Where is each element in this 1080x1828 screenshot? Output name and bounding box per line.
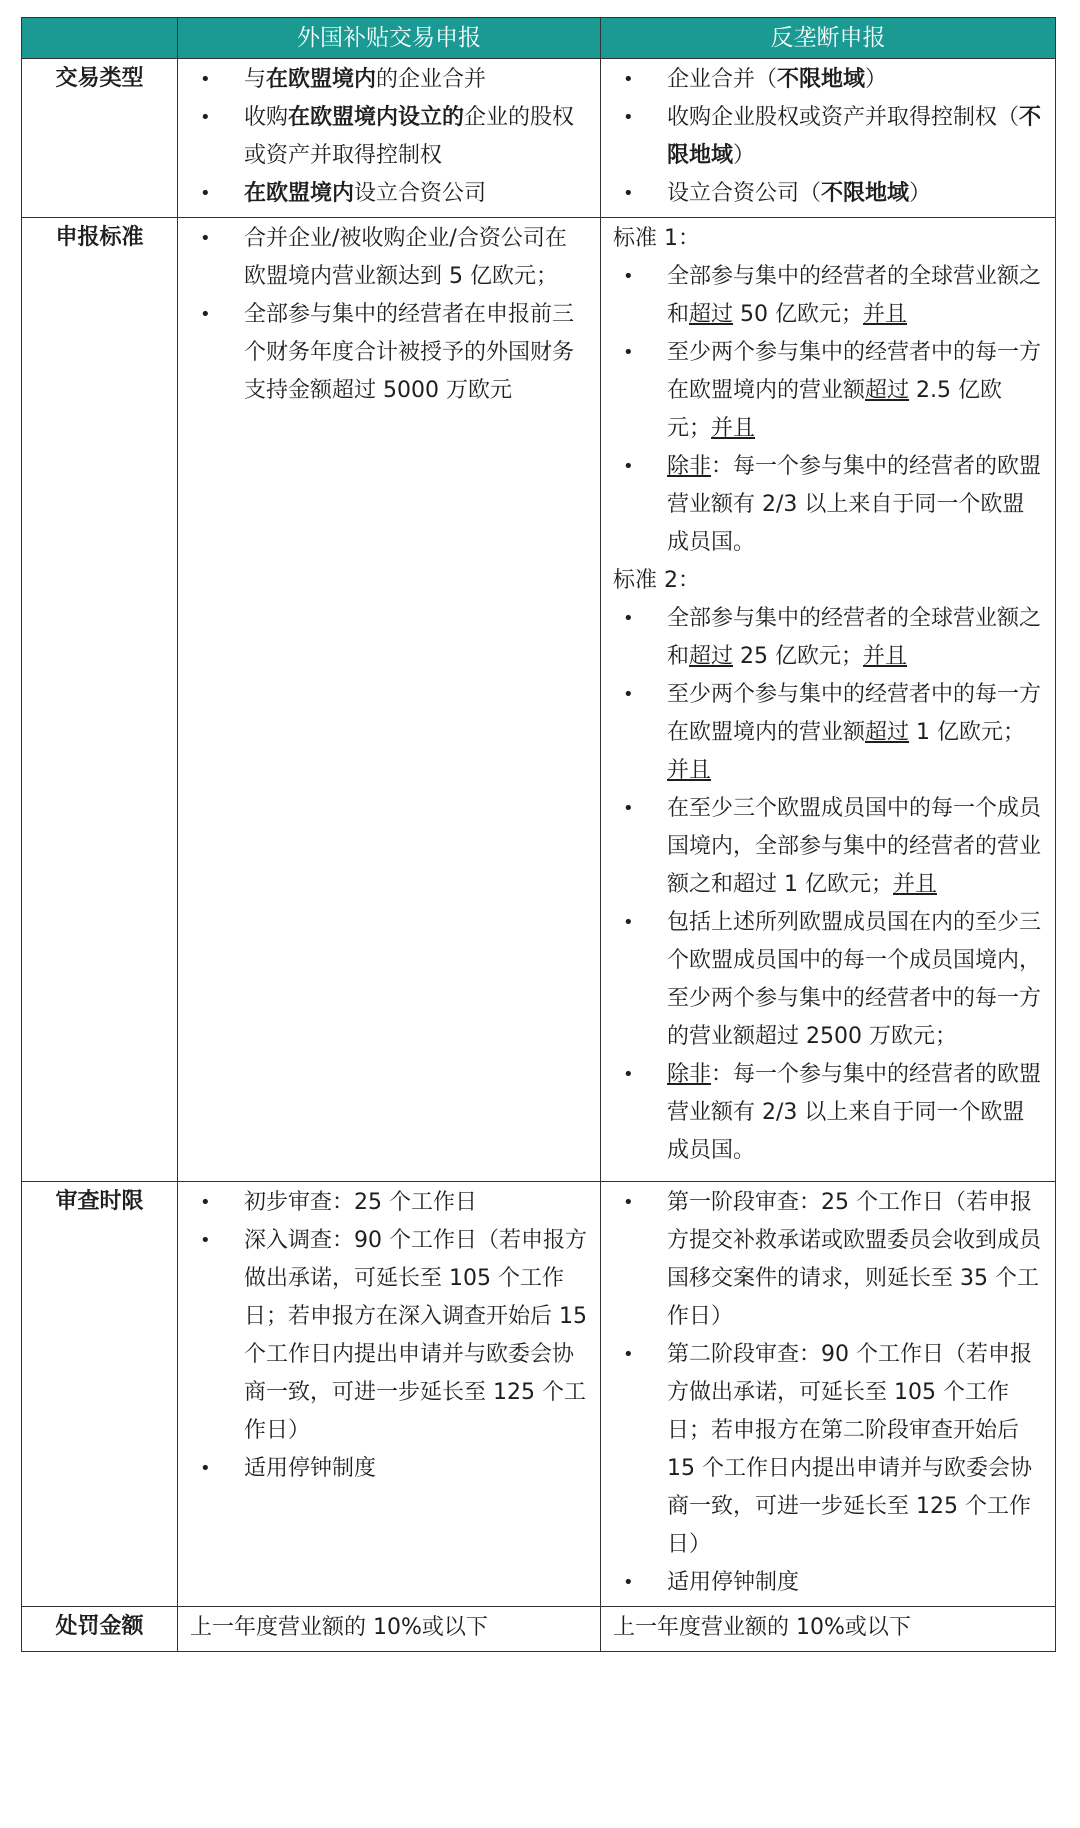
list-item: • 至少两个参与集中的经营者中的每一方在欧盟境内的营业额超过 2.5 亿欧元；并且 xyxy=(613,334,1043,448)
cell-types-fsr xyxy=(178,59,601,218)
list-item: • 除非：每一个参与集中的经营者的欧盟营业额有 2/3 以上来自于同一个欧盟成员国。 xyxy=(613,448,1043,562)
list-item: • 全部参与集中的经营者的全球营业额之和超过 25 亿欧元；并且 xyxy=(613,600,1043,676)
list-item: • 适用停钟制度 xyxy=(190,1450,588,1488)
list-item: • 企业合并（不限地域） xyxy=(613,61,1043,99)
list-item: • 第一阶段审查：25 个工作日（若申报方提交补救承诺或欧盟委员会收到成员国移交案件的请求，则延长至 35 个工作日） xyxy=(613,1184,1043,1336)
row-penalty xyxy=(22,1607,1056,1652)
list-item: • 全部参与集中的经营者的全球营业额之和超过 50 亿欧元；并且 xyxy=(613,258,1043,334)
row-label-timeline: 审查时限 xyxy=(22,1182,178,1607)
cell-timeline-fsr xyxy=(178,1182,601,1607)
criteria-standard-2-title: 标准 2： xyxy=(613,568,700,593)
criteria-standard-1-title: 标准 1： xyxy=(613,226,700,251)
cell-penalty-fsr: 上一年度营业额的 10%或以下 xyxy=(178,1607,601,1652)
list-item: • 初步审查：25 个工作日 xyxy=(190,1184,588,1222)
header-fsr: 外国补贴交易申报 xyxy=(178,18,601,59)
cell-types-antitrust xyxy=(601,59,1056,218)
comparison-table xyxy=(21,17,1056,1652)
list-item: • 与在欧盟境内的企业合并 xyxy=(190,61,588,99)
list-item: • 包括上述所列欧盟成员国在内的至少三个欧盟成员国中的每一个成员国境内，至少两个参与集中的经营者中的每一方的营业额超过 2500 万欧元； xyxy=(613,904,1043,1056)
list-item: • 设立合资公司（不限地域） xyxy=(613,175,1043,213)
header-row xyxy=(22,18,1056,59)
list-item: • 收购企业股权或资产并取得控制权（不限地域） xyxy=(613,99,1043,175)
list-item: • 深入调查：90 个工作日（若申报方做出承诺，可延长至 105 个工作日；若申报方在深入调查开始后 15 个工作日内提出申请并与欧委会协商一致，可进一步延长至 125 个工作日） xyxy=(190,1222,588,1450)
header-corner xyxy=(22,18,178,59)
list-item: • 适用停钟制度 xyxy=(613,1564,1043,1602)
row-transaction-types xyxy=(22,59,1056,218)
list-item: • 全部参与集中的经营者在申报前三个财务年度合计被授予的外国财务支持金额超过 5000 万欧元 xyxy=(190,296,588,410)
list-item: • 除非：每一个参与集中的经营者的欧盟营业额有 2/3 以上来自于同一个欧盟成员国。 xyxy=(613,1056,1043,1170)
row-filing-criteria xyxy=(22,218,1056,1182)
cell-penalty-antitrust: 上一年度营业额的 10%或以下 xyxy=(601,1607,1056,1652)
row-label-types: 交易类型 xyxy=(22,59,178,218)
list-item: • 在欧盟境内设立合资公司 xyxy=(190,175,588,213)
row-label-penalty: 处罚金额 xyxy=(22,1607,178,1652)
cell-criteria-fsr xyxy=(178,218,601,1182)
list-item: • 在至少三个欧盟成员国中的每一个成员国境内，全部参与集中的经营者的营业额之和超过 1 亿欧元；并且 xyxy=(613,790,1043,904)
list-item: • 合并企业/被收购企业/合资公司在欧盟境内营业额达到 5 亿欧元； xyxy=(190,220,588,296)
list-item: • 第二阶段审查：90 个工作日（若申报方做出承诺，可延长至 105 个工作日；若申报方在第二阶段审查开始后 15 个工作日内提出申请并与欧委会协商一致，可进一步延长至 125 个工作日） xyxy=(613,1336,1043,1564)
row-review-timeline xyxy=(22,1182,1056,1607)
cell-timeline-antitrust xyxy=(601,1182,1056,1607)
list-item: • 至少两个参与集中的经营者中的每一方在欧盟境内的营业额超过 1 亿欧元；并且 xyxy=(613,676,1043,790)
list-item: • 收购在欧盟境内设立的企业的股权或资产并取得控制权 xyxy=(190,99,588,175)
header-antitrust: 反垄断申报 xyxy=(601,18,1056,59)
row-label-criteria: 申报标准 xyxy=(22,218,178,1182)
cell-criteria-antitrust xyxy=(601,218,1056,1182)
